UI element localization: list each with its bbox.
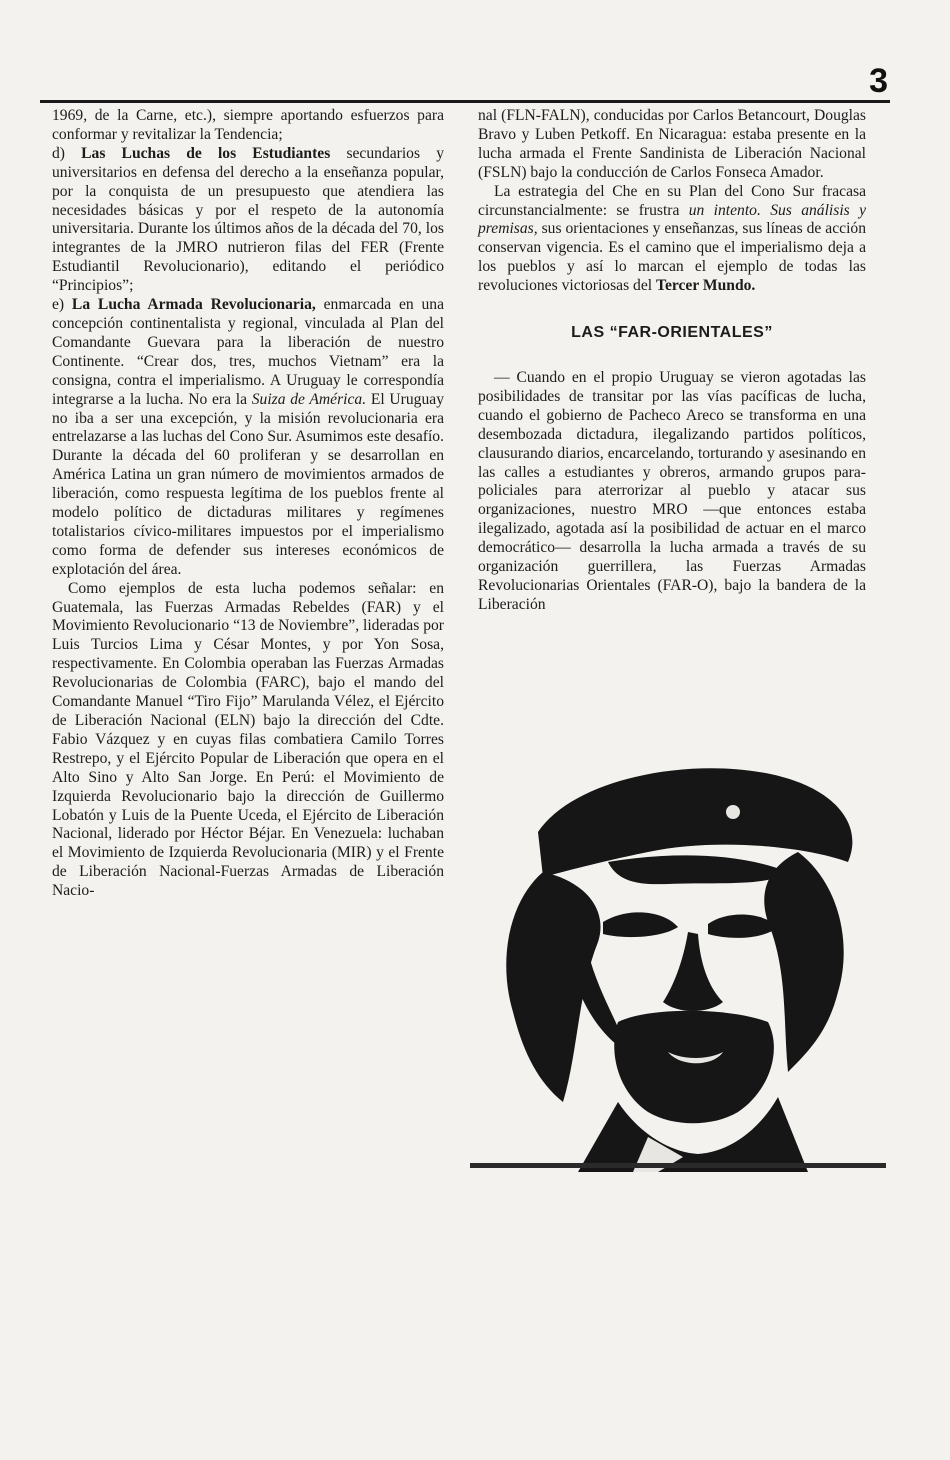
- paragraph-text: — Cuando en el propio Uruguay se vieron agotadas las posibilidades de transitar por las vías pacíficas de lucha, cuando el gobierno de Pacheco Areco se transforma en una desembozada dictadura, ilegalizando partidos políticos, clausurando diarios, encarcelando, torturando y asesinando en las calles a estudiantes y obreros, armando grupos para-policiales para aterrorizar al pueblo y atacar sus organizaciones, nuestro MRO —que entonces estaba ilegalizado, agotada así la posibilidad de actuar en el marco democrático— desarrolla la lucha armada a través de su organización guerrillera, las Fuerzas Armadas Revolucionarias Orientales (FAR-O), bajo la bandera de la Liberación: [478, 368, 866, 613]
- image-bottom-rule: [470, 1163, 886, 1168]
- paragraph-continuation: [478, 107, 866, 183]
- paragraph-text: El Uruguay no iba a ser una excepción, y la misión revolucionaria era entrelazarse a las luchas del Cono Sur. Asumimos este desafío. Durante la década del 60 proliferan y se desarrollan en América Latina un gran número de movimientos armados de liberación, como respuesta legítima de los pueblos frente al modelo político de dictaduras militares y regímenes totalistarios cívico-militares impuestos por el imperialismo como forma de defender sus intereses económicos de explotación del área.: [52, 390, 444, 578]
- che-guevara-portrait: [468, 752, 888, 1460]
- italic-text: Suiza de América.: [251, 390, 367, 408]
- right-column: [478, 107, 866, 615]
- paragraph-armed-struggle: [52, 296, 444, 580]
- left-column: [52, 107, 444, 901]
- paragraph-examples: [52, 580, 444, 901]
- paragraph-text: sus orientaciones y enseñanzas, sus líneas de acción conservan vigencia. Es el camino que el imperialismo deja a los pueblos y así lo marcan el ejemplo de todas las revoluciones victoriosas del: [478, 220, 866, 295]
- bold-heading: La Lucha Armada Revolucionaria,: [71, 296, 316, 314]
- italic-text: un intento. Sus análisis y premisas,: [478, 201, 866, 238]
- list-marker: d): [52, 144, 82, 162]
- portrait-illustration: [468, 752, 888, 1172]
- paragraph-che-strategy: [478, 183, 866, 296]
- paragraph-far-orientales: [478, 369, 866, 615]
- paragraph-text: 1969, de la Carne, etc.), siempre aportando esfuerzos para conformar y revitalizar la Tendencia;: [52, 107, 444, 143]
- paragraph-text: nal (FLN-FALN), conducidas por Carlos Betancourt, Douglas Bravo y Luben Petkoff. En Nicaragua: estaba presente en la lucha armada el Frente Sandinista de Liberación Nacional (FSLN) bajo la conducción de Carlos Fonseca Amador.: [478, 107, 866, 181]
- header-rule: [40, 100, 890, 103]
- paragraph-students: [52, 145, 444, 296]
- bold-heading: Las Luchas de los Estudiantes: [81, 144, 331, 162]
- section-title: LAS “FAR-ORIENTALES”: [571, 324, 773, 342]
- bold-text: Tercer Mundo.: [655, 277, 756, 295]
- paragraph-text: enmarcada en una concepción continentalista y regional, vinculada al Plan del Comandante Guevara para la liberación de nuestro Continente. “Crear dos, tres, muchos Vietnam” era la consigna, contra el imperialismo. A Uruguay le correspondía integrarse a la lucha. No era la: [52, 296, 444, 408]
- list-marker: e): [52, 296, 72, 314]
- paragraph-text: Como ejemplos de esta lucha podemos señalar: en Guatemala, las Fuerzas Armadas Rebeldes (FAR) y el Movimiento Revolucionario “13 de Noviembre”, lideradas por Luis Turcios Lima y César Montes, y por Yon Sosa, respectivamente. En Colombia operaban las Fuerzas Armadas Revolucionarias de Colombia (FARC), bajo el mando del Comandante Manuel “Tiro Fijo” Marulanda Vélez, el Ejército de Liberación Nacional (ELN) bajo la dirección del Cdte. Fabio Vázquez y en cuyas filas combatiera Camilo Torres Restrepo, y el Ejército Popular de Liberación que opera en el Alto Sino y Alto San Jorge. En Perú: el Movimiento de Izquierda Revolucionario bajo la dirección de Guillermo Lobatón y Luis de la Puente Uceda, el Ejército de Liberación Nacional, liderado por Héctor Béjar. En Venezuela: luchaban el Movimiento de Izquierda Revolucionaria (MIR) y el Frente de Liberación Nacional-Fuerzas Armadas de Liberación Nacio-: [52, 579, 444, 900]
- paragraph-text: La estrategia del Che en su Plan del Cono Sur fracasa circunstancialmente: se frustra: [478, 182, 866, 219]
- paragraph-continuation: [52, 107, 444, 145]
- paragraph-text: secundarios y universitarios en defensa del derecho a la enseñanza popular, por la conquista de un presupuesto que atendiera las necesidades básicas y por el respeto de la autonomía universitaria. Durante los últimos años de la década del 70, los integrantes de la JMRO nutrieron filas del FER (Frente Estudiantil Revolucionario), editando el periódico “Principios”;: [52, 144, 444, 295]
- page-number: 3: [869, 62, 888, 100]
